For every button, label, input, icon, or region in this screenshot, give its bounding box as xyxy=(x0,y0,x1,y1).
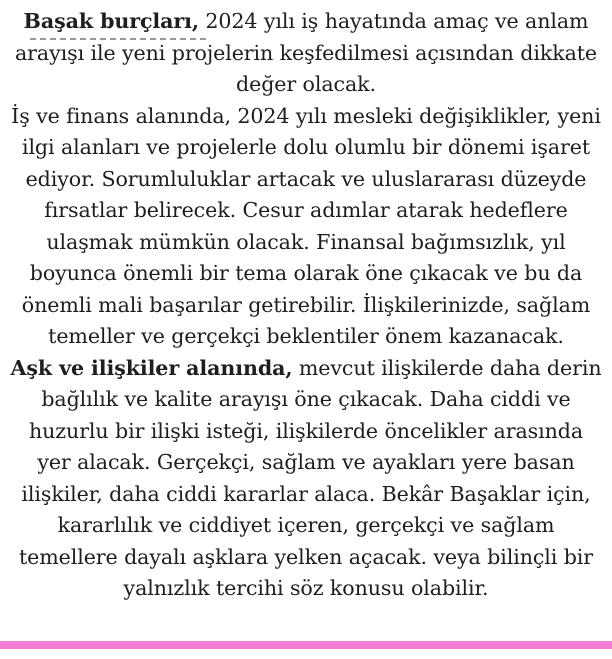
career-paragraph: İş ve finans alanında, 2024 yılı mesleki değişiklikler, yeni ilgi alanları ve projelerle dolu olumlu bir dönemi işaret ediyor. Sorumluluklar artacak ve uluslararası düzeyde fırsatlar belirecek. Cesur adımlar atarak hedeflere ulaşmak mümkün olacak. Finansal bağımsızlık, yıl boyunca önemli bir tema olarak öne çıkacak ve bu da önemli mali başarılar getirebilir. İlişkilerinizde, sağlam temeller ve gerçekçi beklentiler önem kazanacak. xyxy=(11,103,601,348)
bottom-strip xyxy=(0,649,612,659)
link-underline-decoration xyxy=(30,38,206,40)
intro-keyword: Başak burçları, xyxy=(23,9,199,33)
article-body xyxy=(0,6,612,605)
love-keyword: Aşk ve ilişkiler alanında, xyxy=(10,355,293,380)
intro-text: 2024 yılı iş hayatında amaç ve anlam arayışı ile yeni projelerin keşfedilmesi açısından dikkate değer olacak. xyxy=(14,9,598,96)
intro-paragraph xyxy=(0,6,612,101)
love-text: mevcut ilişkilerde daha derin bağlılık ve kalite arayışı öne çıkacak. Daha ciddi ve huzurlu bir ilişki isteği, ilişkilerde öncelikler arasında yer alacak. Gerçekçi, sağlam ve ayakları yere basan ilişkiler, daha ciddi kararlar alaca. Bekâr Başaklar için, kararlılık ve ciddiyet içeren, gerçekçi ve sağlam temellere dayalı aşklara yelken açacak. veya bilinçli bir yalnızlık tercihi söz konusu olabilir. xyxy=(18,355,602,600)
love-paragraph xyxy=(0,353,612,605)
highlight-bar xyxy=(0,641,612,649)
